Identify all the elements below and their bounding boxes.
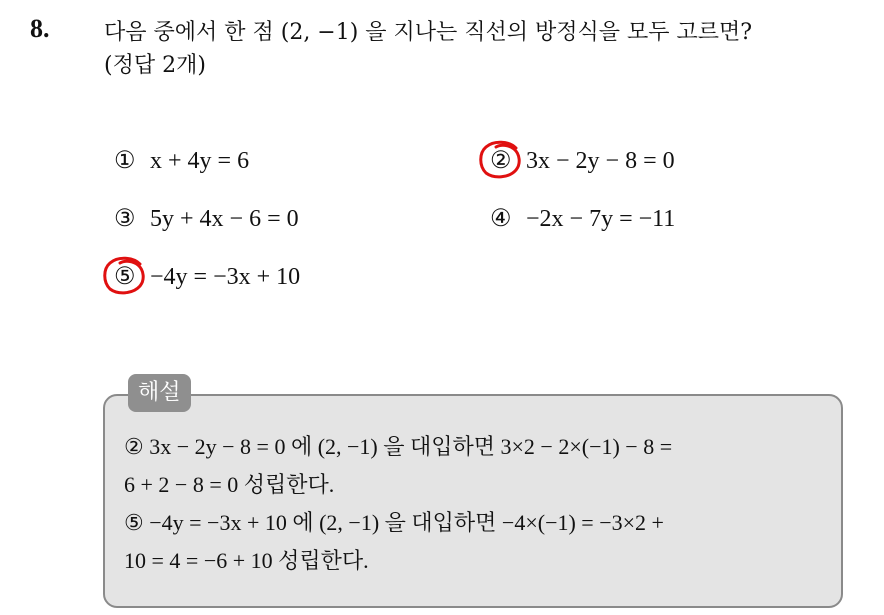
choice-1[interactable] xyxy=(114,146,249,175)
explanation-line-2: 6 + 2 − 8 = 0 성립한다. xyxy=(124,472,335,497)
question-number: 8. xyxy=(30,14,50,43)
question-text xyxy=(104,16,874,82)
choice-1-number: ① xyxy=(114,148,136,174)
explanation-tag: 해설 xyxy=(128,374,191,412)
choice-3-number: ③ xyxy=(114,206,136,232)
explanation-text xyxy=(124,428,834,580)
choice-2[interactable] xyxy=(490,146,675,175)
explanation-line-3: ⑤ −4y = −3x + 10 에 (2, −1) 을 대입하면 −4×(−1) = −3×2 + xyxy=(124,510,664,535)
choice-1-expression: x + 4y = 6 xyxy=(150,148,250,174)
explanation-line-4: 10 = 4 = −6 + 10 성립한다. xyxy=(124,548,369,573)
choice-2-expression: 3x − 2y − 8 = 0 xyxy=(526,148,675,174)
choice-5-expression: −4y = −3x + 10 xyxy=(150,264,301,290)
choice-3[interactable] xyxy=(114,204,299,233)
question-line-1: 다음 중에서 한 점 (2, −1) 을 지나는 직선의 방정식을 모두 고르면? xyxy=(104,20,753,45)
question-line-2: (정답 2개) xyxy=(104,53,206,78)
choice-5-number: ⑤ xyxy=(114,264,136,290)
choice-4-expression: −2x − 7y = −11 xyxy=(526,206,676,232)
explanation-line-1: ② 3x − 2y − 8 = 0 에 (2, −1) 을 대입하면 3×2 − 2×(−1) − 8 = xyxy=(124,434,673,459)
choice-3-expression: 5y + 4x − 6 = 0 xyxy=(150,206,299,232)
choice-4-number: ④ xyxy=(490,206,512,232)
choice-4[interactable] xyxy=(490,204,675,233)
choice-5[interactable] xyxy=(114,262,300,291)
choice-2-number: ② xyxy=(490,148,512,174)
